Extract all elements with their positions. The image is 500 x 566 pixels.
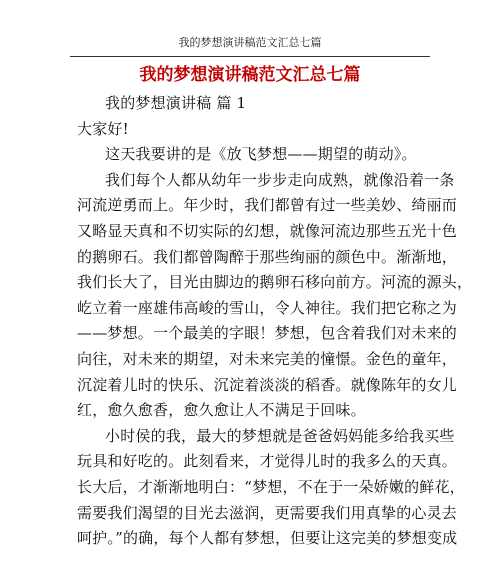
text-line: 玩具和好吃的。此刻看来，才觉得儿时的我多么的天真。 xyxy=(77,452,458,471)
body-text xyxy=(77,142,473,552)
greeting: 大家好! xyxy=(77,119,129,138)
text-line: 沉淀着儿时的快乐、沉淀着淡淡的稻香。就像陈年的女儿 xyxy=(77,375,458,394)
text-line: 我们长大了，目光由脚边的鹅卵石移向前方。河流的源头， xyxy=(77,273,473,292)
section-heading: 我的梦想演讲稿 篇 1 xyxy=(105,94,247,112)
text-line: 向往，对未来的期望，对未来完美的憧憬。金色的童年， xyxy=(77,349,458,368)
text-line: 又略显天真和不切实际的幻想，就像河流边那些五光十色 xyxy=(77,221,458,240)
document-body xyxy=(77,91,473,552)
text-line: 小时侯的我，最大的梦想就是爸爸妈妈能多给我买些 xyxy=(105,426,455,445)
text-line: 屹立着一座雄伟高峻的雪山，令人神往。我们把它称之为 xyxy=(77,298,458,317)
text-line: 这天我要讲的是《放飞梦想——期望的萌动》。 xyxy=(105,145,417,164)
text-line: 长大后，才渐渐地明白：“梦想，不在于一朵娇嫩的鲜花， xyxy=(77,477,465,496)
text-line: 红，愈久愈香，愈久愈让人不满足于回味。 xyxy=(77,401,366,420)
text-line: 呵护。”的确，每个人都有梦想，但要让这完美的梦想变成 xyxy=(77,529,458,548)
running-header: 我的梦想演讲稿范文汇总七篇 xyxy=(178,36,322,49)
text-line: 我们每个人都从幼年一步步走向成熟，就像沿着一条 xyxy=(105,170,455,189)
text-line: 需要我们渴望的目光去滋润，更需要我们用真挚的心灵去 xyxy=(77,503,458,522)
text-line: 的鹅卵石。我们都曾陶醉于那些绚丽的颜色中。渐渐地， xyxy=(77,247,458,266)
header-rule xyxy=(70,56,430,57)
document-title: 我的梦想演讲稿范文汇总七篇 xyxy=(139,65,361,85)
text-line: ——梦想。一个最美的字眼！梦想，包含着我们对未来的 xyxy=(77,324,458,343)
text-line: 河流逆勇而上。年少时，我们都曾有过一些美妙、绮丽而 xyxy=(77,196,458,215)
